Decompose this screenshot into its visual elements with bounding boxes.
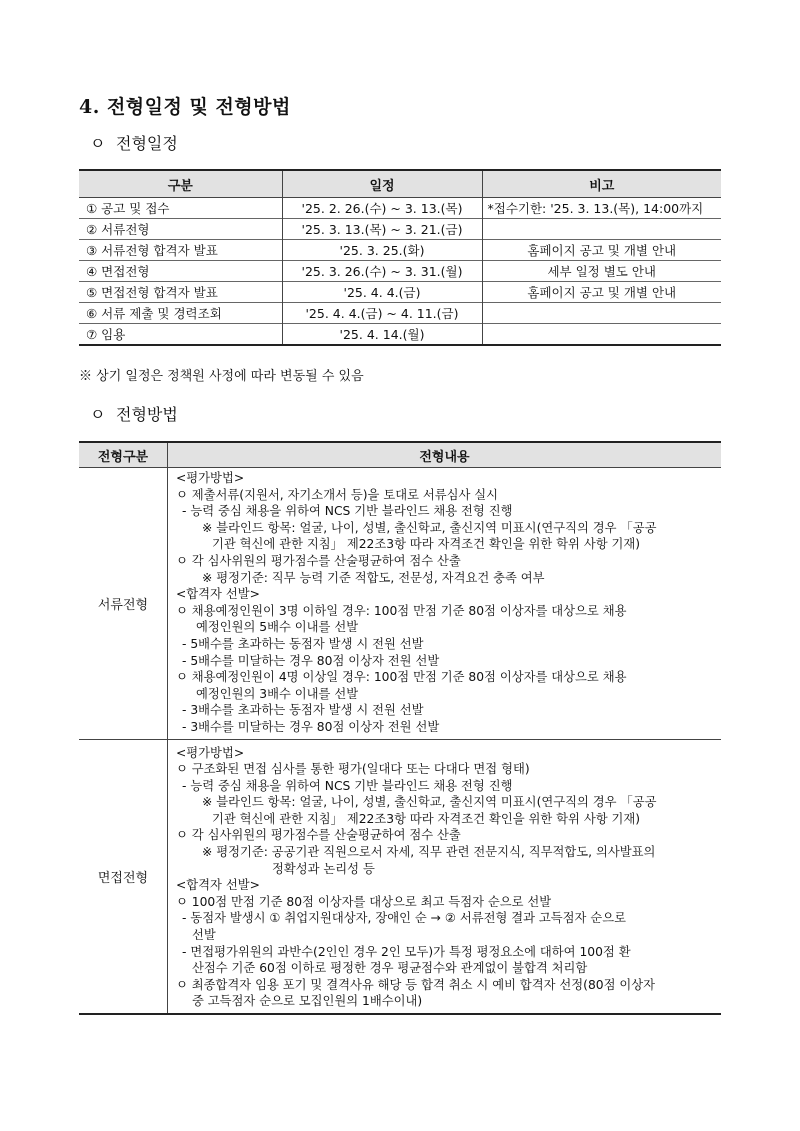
content-line: ㅇ 채용예정인원이 4명 이상일 경우: 100점 만점 기준 80점 이상자를 대상으로 채용: [176, 670, 627, 685]
schedule-item: ① 공고 및 접수: [79, 198, 282, 219]
content-line: 기관 혁신에 관한 지침」 제22조3항 따라 자격조건 확인을 위한 학위 사항 기재): [212, 811, 641, 826]
content-line: ※ 블라인드 항목: 얼굴, 나이, 성별, 출신학교, 출신지역 미표시(연구직의 경우 「공공: [202, 520, 657, 535]
stage-content: [168, 468, 722, 740]
content-line: - 5배수를 초과하는 동점자 발생 시 전원 선발: [182, 636, 424, 651]
content-line: ㅇ 채용예정인원이 3명 이하일 경우: 100점 만점 기준 80점 이상자를 대상으로 채용: [176, 603, 627, 618]
method-table: [79, 441, 721, 1015]
schedule-date: '25. 3. 26.(수) ~ 3. 31.(월): [282, 261, 482, 282]
content-line: <합격자 선발>: [176, 587, 260, 602]
content-line: <평가방법>: [176, 745, 245, 760]
content-line: - 3배수를 미달하는 경우 80점 이상자 전원 선발: [182, 719, 440, 734]
table-row-document-stage: [79, 468, 721, 740]
content-line: - 능력 중심 채용을 위하여 NCS 기반 블라인드 채용 전형 진행: [182, 778, 513, 793]
header-category: 구분: [79, 170, 282, 198]
table-row: [79, 198, 721, 219]
table-row: [79, 240, 721, 261]
schedule-note: 세부 일정 별도 안내: [482, 261, 721, 282]
schedule-table: [79, 169, 721, 346]
schedule-note: [482, 303, 721, 324]
schedule-date: '25. 3. 13.(목) ~ 3. 21.(금): [282, 219, 482, 240]
table-row: [79, 282, 721, 303]
method-subheading: [90, 402, 178, 425]
table-row-interview-stage: [79, 739, 721, 1014]
schedule-date: '25. 4. 4.(금): [282, 282, 482, 303]
schedule-note: [482, 219, 721, 240]
schedule-footnote: ※ 상기 일정은 정책원 사정에 따라 변동될 수 있음: [79, 369, 364, 384]
stage-name: 면접전형: [79, 739, 168, 1014]
content-line: - 면접평가위원의 과반수(2인인 경우 2인 모두)가 특정 평정요소에 대하여 100점 환: [182, 944, 631, 959]
table-row: [79, 303, 721, 324]
content-line: ㅇ 각 심사위원의 평가점수를 산술평균하여 점수 산출: [176, 553, 461, 568]
method-subheading-text: 전형방법: [116, 405, 178, 424]
schedule-item: ⑦ 임용: [79, 324, 282, 346]
stage-name: 서류전형: [79, 468, 168, 740]
content-line: 산점수 기준 60점 이하로 평정한 경우 평균점수와 관계없이 불합격 처리함: [192, 961, 588, 976]
stage-content: [168, 739, 722, 1014]
content-line: ※ 블라인드 항목: 얼굴, 나이, 성별, 출신학교, 출신지역 미표시(연구직의 경우 「공공: [202, 795, 657, 810]
schedule-item: ② 서류전형: [79, 219, 282, 240]
schedule-subheading-text: 전형일정: [116, 134, 178, 153]
content-line: <평가방법>: [176, 471, 245, 485]
schedule-date: '25. 4. 4.(금) ~ 4. 11.(금): [282, 303, 482, 324]
schedule-item: ③ 서류전형 합격자 발표: [79, 240, 282, 261]
schedule-date: '25. 4. 14.(월): [282, 324, 482, 346]
subheading-bullet: ㅇ: [90, 134, 106, 153]
schedule-note: 홈페이지 공고 및 개별 안내: [482, 282, 721, 303]
content-line: 정확성과 논리성 등: [272, 861, 375, 876]
content-line: ㅇ 최종합격자 임용 포기 및 결격사유 해당 등 합격 취소 시 예비 합격자 선정(80점 이상자: [176, 977, 656, 992]
table-header-row: [79, 170, 721, 198]
header-content: 전형내용: [168, 442, 722, 468]
content-line: 예정인원의 5배수 이내를 선발: [196, 620, 359, 635]
table-header-row: [79, 442, 721, 468]
schedule-item: ⑥ 서류 제출 및 경력조회: [79, 303, 282, 324]
header-stage: 전형구분: [79, 442, 168, 468]
schedule-note: [482, 324, 721, 346]
schedule-note: *접수기한: '25. 3. 13.(목), 14:00까지: [482, 198, 721, 219]
content-line: - 능력 중심 채용을 위하여 NCS 기반 블라인드 채용 전형 진행: [182, 504, 513, 519]
content-line: - 동점자 발생시 ① 취업지원대상자, 장애인 순 → ② 서류전형 결과 고득점자 순으로: [182, 911, 626, 926]
content-line: - 5배수를 미달하는 경우 80점 이상자 전원 선발: [182, 653, 440, 668]
header-note: 비고: [482, 170, 721, 198]
content-line: ※ 평정기준: 직무 능력 기준 적합도, 전문성, 자격요건 충족 여부: [202, 570, 545, 585]
schedule-item: ④ 면접전형: [79, 261, 282, 282]
table-row: [79, 219, 721, 240]
table-row: [79, 324, 721, 346]
content-line: ㅇ 제출서류(지원서, 자기소개서 등)을 토대로 서류심사 실시: [176, 487, 499, 502]
content-line: 선발: [192, 928, 216, 943]
schedule-note: 홈페이지 공고 및 개별 안내: [482, 240, 721, 261]
content-line: ※ 평정기준: 공공기관 직원으로서 자세, 직무 관련 전문지식, 직무적합도, 의사발표의: [202, 845, 656, 860]
schedule-date: '25. 3. 25.(화): [282, 240, 482, 261]
content-line: 기관 혁신에 관한 지침」 제22조3항 따라 자격조건 확인을 위한 학위 사항 기재): [212, 537, 641, 552]
content-line: - 3배수를 초과하는 동점자 발생 시 전원 선발: [182, 703, 424, 718]
content-line: 예정인원의 3배수 이내를 선발: [196, 686, 359, 701]
content-line: ㅇ 100점 만점 기준 80점 이상자를 대상으로 최고 득점자 순으로 선발: [176, 894, 552, 909]
content-line: ㅇ 구조화된 면접 심사를 통한 평가(일대다 또는 다대다 면접 형태): [176, 762, 530, 777]
table-row: [79, 261, 721, 282]
content-line: ㅇ 각 심사위원의 평가점수를 산술평균하여 점수 산출: [176, 828, 461, 843]
content-line: 중 고득점자 순으로 모집인원의 1배수이내): [192, 994, 423, 1009]
schedule-item: ⑤ 면접전형 합격자 발표: [79, 282, 282, 303]
content-line: <합격자 선발>: [176, 878, 260, 893]
section-heading: 4. 전형일정 및 전형방법: [79, 96, 291, 118]
schedule-date: '25. 2. 26.(수) ~ 3. 13.(목): [282, 198, 482, 219]
subheading-bullet: ㅇ: [90, 405, 106, 424]
schedule-subheading: [90, 131, 178, 154]
header-date: 일정: [282, 170, 482, 198]
